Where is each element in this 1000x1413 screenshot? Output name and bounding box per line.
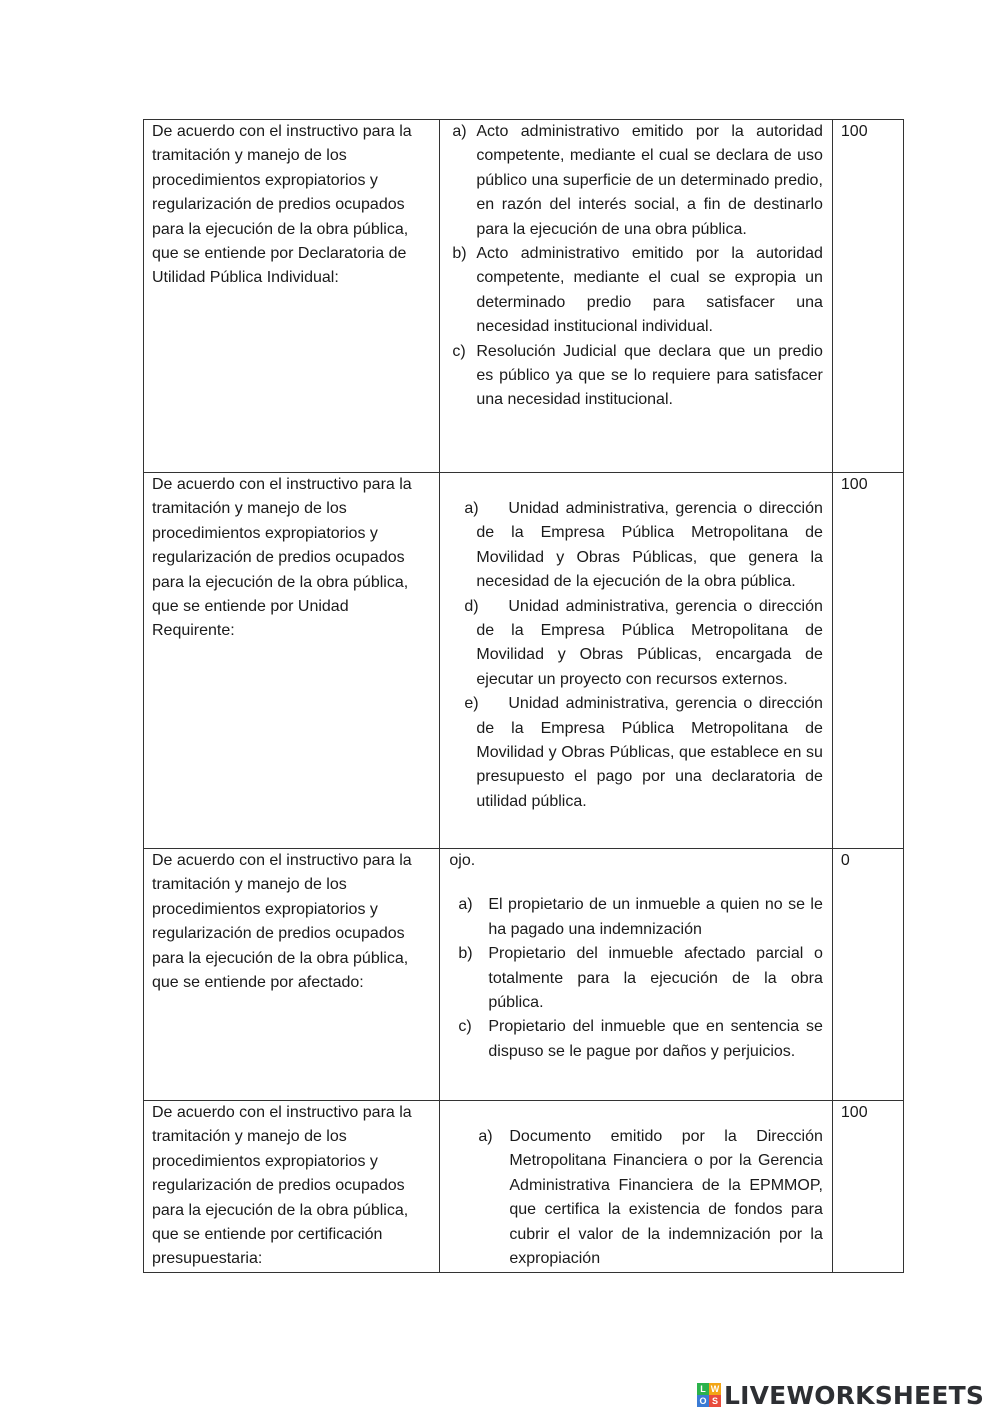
option-label: b) [458,945,473,963]
question-cell [144,849,440,1101]
option-label: a) [464,500,479,517]
option-text: Unidad administrativa, gerencia o dirección de la Empresa Pública Metropolitana de Movilidad y Obras Públicas, encargada de ejecutar un proyecto con recursos externos. [476,597,823,688]
option-label: e) [464,695,479,713]
answer-cell [440,849,833,1101]
option-label: a) [452,123,467,140]
option-a[interactable] [452,120,823,242]
option-list [440,497,832,814]
option-text: Propietario del inmueble que en sentencia se dispuso se le pague por daños y perjuicios. [488,1018,823,1060]
option-text: Documento emitido por la Dirección Metropolitana Financiera o por la Gerencia Administrativa Financiera de la EPMMOP, que certifica la existencia de fondos para cubrir el valor de la indemnización por la expropiación [509,1128,823,1268]
option-b[interactable] [458,942,823,1015]
option-label: b) [452,245,467,263]
option-a[interactable] [464,497,823,595]
question-text: De acuerdo con el instructivo para la tramitación y manejo de los procedimientos expropiatorios y regularización de predios ocupados para la ejecución de la obra pública, que se entiende por Declaratoria de Utilidad Pública Individual: [152,123,412,287]
liveworksheets-logo[interactable] [697,1380,984,1410]
option-text: El propietario de un inmueble a quien no se le ha pagado una indemnización [488,896,823,938]
question-cell [144,473,440,849]
option-list [440,1125,832,1271]
option-d[interactable] [464,595,823,693]
option-label: d) [464,597,479,615]
logo-mark-icon [697,1383,721,1407]
score-cell [832,120,903,473]
table-row [144,473,904,849]
option-list [440,893,832,1064]
logo-mark-l: L [697,1383,709,1395]
option-a[interactable] [478,1125,823,1271]
question-text: De acuerdo con el instructivo para la tramitación y manejo de los procedimientos expropiatorios y regularización de predios ocupados para la ejecución de la obra pública, que se entiende por Unidad Requirente: [152,476,412,640]
option-label: a) [478,1128,493,1145]
option-text: Acto administrativo emitido por la autoridad competente, mediante el cual se expropia un determinado predio para satisfacer una necesidad institucional individual. [476,245,823,336]
option-text: Propietario del inmueble afectado parcial o totalmente para la ejecución de la obra pública. [488,945,823,1012]
table-row [144,849,904,1101]
option-text: Unidad administrativa, gerencia o dirección de la Empresa Pública Metropolitana de Movilidad y Obras Públicas, que genera la necesidad de la ejecución de la obra pública. [476,500,823,591]
score-value: 0 [840,852,850,869]
answer-cell [440,473,833,849]
option-b[interactable] [452,242,823,340]
answer-cell [440,120,833,473]
option-text: Resolución Judicial que declara que un predio es público ya que se lo requiere para satisfacer una necesidad institucional. [476,342,823,409]
table-row [144,120,904,473]
option-e[interactable] [464,692,823,814]
score-cell [832,849,903,1101]
question-cell [144,120,440,473]
option-text: Unidad administrativa, gerencia o dirección de la Empresa Pública Metropolitana de Movilidad y Obras Públicas, que establece en su presupuesto el pago por una declaratoria de utilidad pública. [476,695,823,810]
table-row [144,1101,904,1273]
answer-note: ojo. [449,852,476,869]
score-cell [832,473,903,849]
option-a[interactable] [458,893,823,942]
quiz-table [143,119,904,1273]
score-cell [832,1101,903,1273]
logo-mark-s: S [709,1395,721,1407]
option-label: c) [458,1018,472,1036]
score-value: 100 [840,123,868,140]
answer-cell [440,1101,833,1273]
question-text: De acuerdo con el instructivo para la tramitación y manejo de los procedimientos expropiatorios y regularización de predios ocupados para la ejecución de la obra pública, que se entiende por certificación presupuestaria: [152,1104,412,1268]
option-label: c) [452,342,466,360]
option-c[interactable] [458,1015,823,1064]
option-c[interactable] [452,340,823,413]
score-value: 100 [840,476,868,493]
option-label: a) [458,896,473,914]
logo-text: LIVEWORKSHEETS [724,1380,985,1410]
option-list [440,120,832,413]
option-text: Acto administrativo emitido por la autoridad competente, mediante el cual se declara de uso público una superficie de un determinado predio, en razón del interés social, a fin de destinarlo para la ejecución de una obra pública. [476,123,823,238]
question-cell [144,1101,440,1273]
logo-mark-w: W [710,1384,720,1394]
score-value: 100 [840,1104,868,1121]
question-text: De acuerdo con el instructivo para la tramitación y manejo de los procedimientos expropiatorios y regularización de predios ocupados para la ejecución de la obra pública, que se entiende por afectado: [152,852,412,992]
logo-mark-o: O [697,1395,709,1407]
